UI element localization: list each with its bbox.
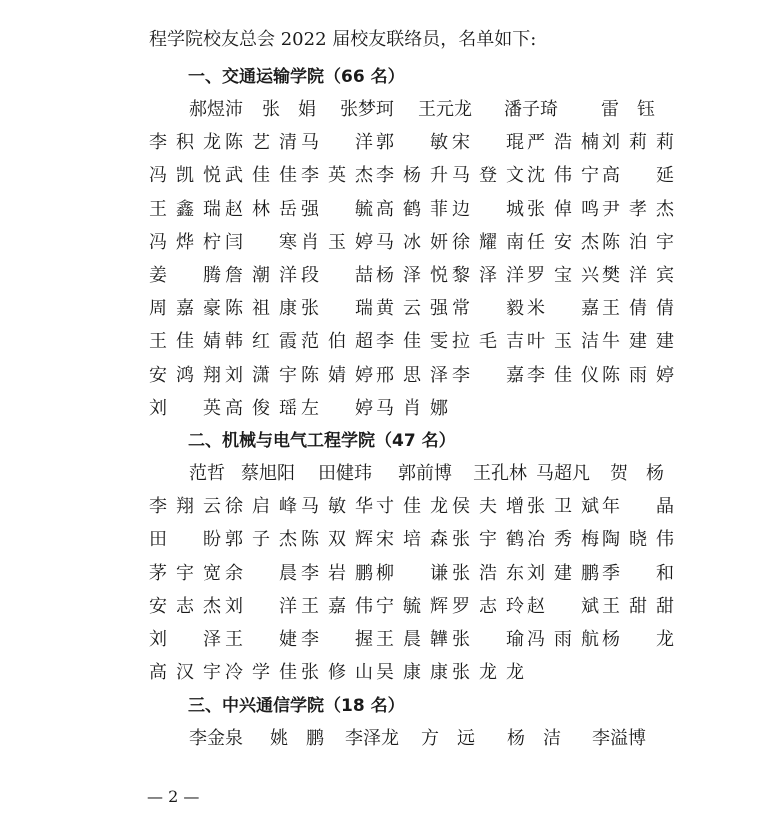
name-row bbox=[149, 495, 674, 528]
person-name: 陶晓伟 bbox=[602, 529, 674, 551]
person-name: 王鑫瑞 bbox=[149, 198, 221, 220]
person-name: 周嘉豪 bbox=[149, 298, 221, 320]
person-name: 高俊瑶 bbox=[225, 397, 297, 419]
person-name: 贺 杨 bbox=[610, 463, 664, 484]
person-name: 潘子琦 bbox=[504, 99, 558, 120]
person-name: 王佳婧 bbox=[149, 331, 221, 353]
person-name: 李翔云 bbox=[149, 496, 221, 518]
person-name: 张 娟 bbox=[262, 99, 316, 120]
person-name: 陈婧婷 bbox=[301, 364, 373, 386]
person-name: 张龙龙 bbox=[452, 662, 524, 684]
person-name: 张修山 bbox=[301, 662, 373, 684]
person-name: 姜 腾 bbox=[149, 264, 221, 286]
person-name: 常 毅 bbox=[452, 298, 524, 320]
person-name: 张梦珂 bbox=[340, 99, 394, 120]
person-name: 左 婷 bbox=[301, 397, 373, 419]
person-name: 刘 英 bbox=[149, 397, 221, 419]
name-row bbox=[149, 131, 674, 164]
person-name: 杨 洁 bbox=[507, 728, 561, 749]
person-name: 柳 谦 bbox=[376, 562, 448, 584]
person-name: 李 嘉 bbox=[452, 364, 524, 386]
person-name: 安志杰 bbox=[149, 595, 221, 617]
person-name: 姚 鹏 bbox=[270, 728, 324, 749]
person-name: 武佳佳 bbox=[225, 165, 297, 187]
person-name: 年 晶 bbox=[602, 496, 674, 518]
name-row bbox=[149, 164, 674, 197]
person-name: 严浩楠 bbox=[527, 132, 599, 154]
person-name: 闫 寒 bbox=[225, 231, 297, 253]
person-name: 李溢博 bbox=[592, 728, 646, 749]
person-name: 冷学佳 bbox=[225, 662, 297, 684]
person-name: 任安杰 bbox=[527, 231, 599, 253]
person-name: 范哲 bbox=[189, 463, 225, 484]
person-name: 马 洋 bbox=[301, 132, 373, 154]
person-name: 边 城 bbox=[452, 198, 524, 220]
person-name: 冯雨航 bbox=[527, 628, 599, 650]
person-name: 张卫斌 bbox=[527, 496, 599, 518]
name-row bbox=[149, 462, 669, 495]
person-name: 米 嘉 bbox=[527, 298, 599, 320]
name-row bbox=[149, 330, 674, 363]
person-name: 段 喆 bbox=[301, 264, 373, 286]
person-name: 张宇鹤 bbox=[452, 529, 524, 551]
person-name: 张 瑞 bbox=[301, 298, 373, 320]
person-name: 陈祖康 bbox=[225, 298, 297, 320]
person-name: 王甜甜 bbox=[602, 595, 674, 617]
person-name: 尹孝杰 bbox=[602, 198, 674, 220]
person-name: 张 瑜 bbox=[452, 628, 524, 650]
person-name: 马冰妍 bbox=[376, 231, 448, 253]
name-row bbox=[149, 198, 674, 231]
person-name: 郭 敏 bbox=[376, 132, 448, 154]
name-row bbox=[149, 364, 674, 397]
person-name: 冯烨柠 bbox=[149, 231, 221, 253]
name-row bbox=[149, 98, 669, 131]
intro-text: 程学院校友总会 2022 届校友联络员，名单如下: bbox=[149, 29, 537, 50]
person-name: 赵林岳 bbox=[225, 198, 297, 220]
person-name: 沈伟宁 bbox=[527, 165, 599, 187]
person-name: 宋 琨 bbox=[452, 132, 524, 154]
person-name: 罗志玲 bbox=[452, 595, 524, 617]
person-name: 王 婕 bbox=[225, 628, 297, 650]
person-name: 李积龙 bbox=[149, 132, 221, 154]
person-name: 宁毓辉 bbox=[376, 595, 448, 617]
person-name: 马敏华 bbox=[301, 496, 373, 518]
person-name: 冯凯悦 bbox=[149, 165, 221, 187]
name-row bbox=[149, 727, 669, 760]
person-name: 罗宝兴 bbox=[527, 264, 599, 286]
person-name: 韩红霞 bbox=[225, 331, 297, 353]
person-name: 牛建建 bbox=[602, 331, 674, 353]
person-name: 黄云强 bbox=[376, 298, 448, 320]
person-name: 吴康康 bbox=[376, 662, 448, 684]
person-name: 陈艺清 bbox=[225, 132, 297, 154]
person-name: 高鹤菲 bbox=[376, 198, 448, 220]
person-name: 李佳仪 bbox=[527, 364, 599, 386]
person-name: 陈双辉 bbox=[301, 529, 373, 551]
person-name: 张倬鸣 bbox=[527, 198, 599, 220]
name-row bbox=[149, 231, 674, 264]
person-name: 蔡旭阳 bbox=[241, 463, 295, 484]
person-name: 强 毓 bbox=[301, 198, 373, 220]
person-name: 刘建鹏 bbox=[527, 562, 599, 584]
name-row bbox=[149, 297, 674, 330]
person-name: 高 延 bbox=[602, 165, 674, 187]
section-heading-transport: 一、交通运输学院（66 名） bbox=[188, 67, 405, 87]
name-list-mechanical bbox=[149, 462, 674, 694]
person-name: 拉毛吉 bbox=[452, 331, 524, 353]
name-row bbox=[149, 397, 669, 430]
person-name: 高汉宇 bbox=[149, 662, 221, 684]
person-name: 徐耀南 bbox=[452, 231, 524, 253]
person-name: 茅宇宽 bbox=[149, 562, 221, 584]
person-name: 刘莉莉 bbox=[602, 132, 674, 154]
person-name: 郝煜沛 bbox=[189, 99, 243, 120]
person-name: 徐启峰 bbox=[225, 496, 297, 518]
person-name: 王孔林 bbox=[473, 463, 527, 484]
person-name: 马超凡 bbox=[536, 463, 590, 484]
person-name: 王元龙 bbox=[418, 99, 472, 120]
person-name: 郭子杰 bbox=[225, 529, 297, 551]
person-name: 李杨升 bbox=[376, 165, 448, 187]
person-name: 刘潇宇 bbox=[225, 364, 297, 386]
person-name: 邢思泽 bbox=[376, 364, 448, 386]
person-name: 李 握 bbox=[301, 628, 373, 650]
name-list-zte bbox=[149, 727, 669, 760]
person-name: 王晨韡 bbox=[376, 628, 448, 650]
person-name: 李佳雯 bbox=[376, 331, 448, 353]
person-name: 范伯超 bbox=[301, 331, 373, 353]
person-name: 杨泽悦 bbox=[376, 264, 448, 286]
person-name: 田 盼 bbox=[149, 529, 221, 551]
section-heading-zte: 三、中兴通信学院（18 名） bbox=[188, 696, 405, 716]
person-name: 刘 泽 bbox=[149, 628, 221, 650]
person-name: 冶秀梅 bbox=[527, 529, 599, 551]
person-name: 李金泉 bbox=[189, 728, 243, 749]
person-name: 李英杰 bbox=[301, 165, 373, 187]
person-name: 田健玮 bbox=[318, 463, 372, 484]
person-name: 李泽龙 bbox=[345, 728, 399, 749]
name-row bbox=[149, 562, 674, 595]
person-name: 刘 洋 bbox=[225, 595, 297, 617]
name-row bbox=[149, 628, 674, 661]
person-name: 季 和 bbox=[602, 562, 674, 584]
person-name: 郭前博 bbox=[398, 463, 452, 484]
person-name: 叶玉洁 bbox=[527, 331, 599, 353]
person-name: 宋培森 bbox=[376, 529, 448, 551]
person-name: 雷 钰 bbox=[601, 99, 655, 120]
person-name: 余 晨 bbox=[225, 562, 297, 584]
person-name: 马登文 bbox=[452, 165, 524, 187]
person-name: 王倩倩 bbox=[602, 298, 674, 320]
person-name: 杨 龙 bbox=[602, 628, 674, 650]
person-name: 寸佳龙 bbox=[376, 496, 448, 518]
section-heading-mechanical: 二、机械与电气工程学院（47 名） bbox=[188, 431, 456, 451]
person-name: 马肖娜 bbox=[376, 397, 448, 419]
person-name: 李岩鹏 bbox=[301, 562, 373, 584]
person-name: 陈泊宇 bbox=[602, 231, 674, 253]
person-name: 樊洋宾 bbox=[602, 264, 674, 286]
name-row bbox=[149, 264, 674, 297]
person-name: 陈雨婷 bbox=[602, 364, 674, 386]
name-row bbox=[149, 528, 674, 561]
person-name: 王嘉伟 bbox=[301, 595, 373, 617]
person-name: 侯夫增 bbox=[452, 496, 524, 518]
name-row bbox=[149, 595, 674, 628]
name-list-transport bbox=[149, 98, 674, 430]
person-name: 黎泽洋 bbox=[452, 264, 524, 286]
name-row bbox=[149, 661, 669, 694]
person-name: 赵 斌 bbox=[527, 595, 599, 617]
page-number: — 2 — bbox=[147, 787, 200, 806]
person-name: 张浩东 bbox=[452, 562, 524, 584]
person-name: 方 远 bbox=[421, 728, 475, 749]
person-name: 詹潮洋 bbox=[225, 264, 297, 286]
person-name: 肖玉婷 bbox=[301, 231, 373, 253]
person-name: 安鸿翔 bbox=[149, 364, 221, 386]
